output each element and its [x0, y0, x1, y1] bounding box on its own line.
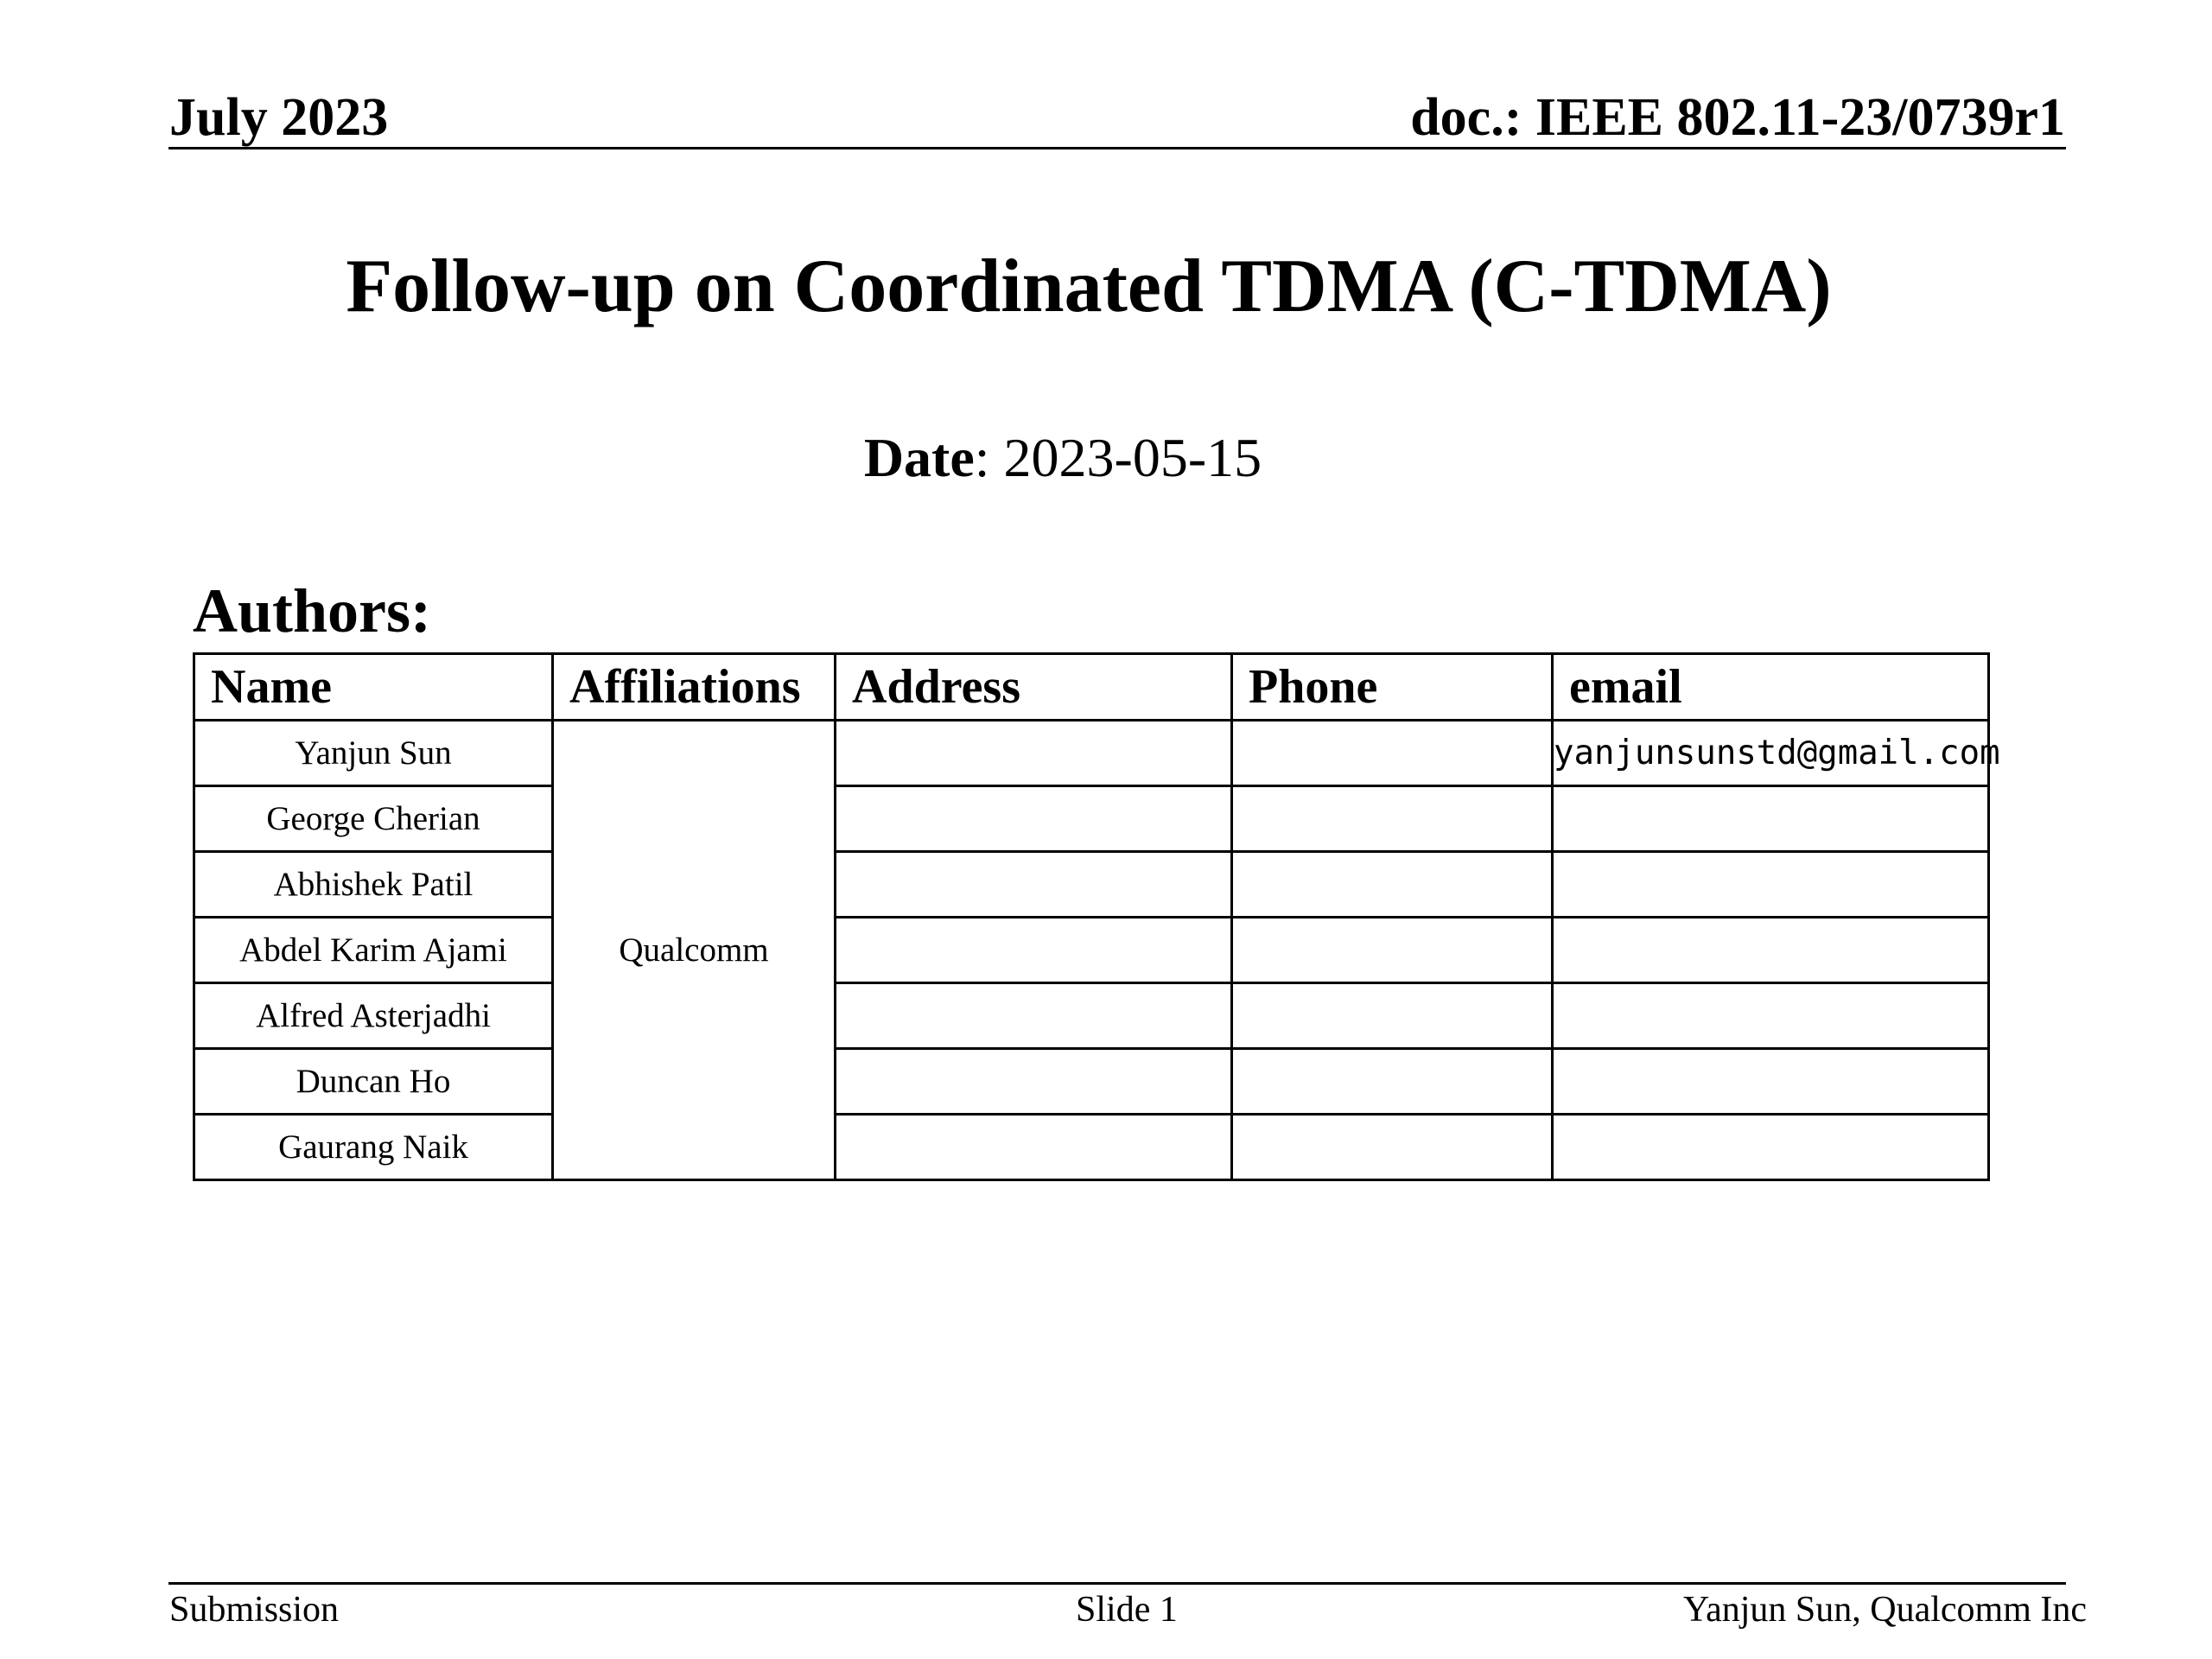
footer-author: Yanjun Sun, Qualcomm Inc	[1682, 1590, 2087, 1630]
date-label: Date	[863, 427, 975, 488]
author-email	[1553, 1049, 1989, 1115]
author-phone	[1232, 1049, 1553, 1115]
author-name: Gaurang Naik	[194, 1115, 553, 1180]
author-address	[836, 786, 1232, 852]
author-phone	[1232, 852, 1553, 918]
author-address	[836, 918, 1232, 983]
author-address	[836, 983, 1232, 1049]
author-phone	[1232, 918, 1553, 983]
author-phone	[1232, 721, 1553, 786]
column-header-name: Name	[194, 654, 553, 721]
author-email	[1553, 852, 1989, 918]
table-row	[194, 1049, 1989, 1115]
author-name: Duncan Ho	[194, 1049, 553, 1115]
author-phone	[1232, 983, 1553, 1049]
table-row	[194, 786, 1989, 852]
table-row	[194, 918, 1989, 983]
header-date: July 2023	[169, 88, 389, 147]
author-address	[836, 852, 1232, 918]
table-row	[194, 983, 1989, 1049]
authors-table	[193, 652, 2000, 1181]
table-row	[194, 1115, 1989, 1180]
footer-slide-number: Slide 1	[1076, 1590, 1178, 1630]
author-address	[836, 1115, 1232, 1180]
header-doc-id: doc.: IEEE 802.11-23/0739r1	[1410, 88, 2065, 147]
author-address	[836, 721, 1232, 786]
author-phone	[1232, 786, 1553, 852]
author-name: Alfred Asterjadhi	[194, 983, 553, 1049]
header-divider	[168, 147, 2066, 149]
slide-title: Follow-up on Coordinated TDMA (C-TDMA)	[346, 245, 1832, 328]
date-line	[0, 425, 2126, 491]
author-name: George Cherian	[194, 786, 553, 852]
footer-submission: Submission	[169, 1590, 340, 1630]
author-email	[1553, 1115, 1989, 1180]
column-header-email: email	[1553, 654, 1989, 721]
author-address	[836, 1049, 1232, 1115]
author-email	[1553, 786, 1989, 852]
date-value: : 2023-05-15	[974, 427, 1262, 488]
author-affiliation: Qualcomm	[553, 721, 836, 1180]
author-email: yanjunsunstd@gmail.com	[1553, 721, 1989, 786]
author-name: Abhishek Patil	[194, 852, 553, 918]
column-header-phone: Phone	[1232, 654, 1553, 721]
author-name: Abdel Karim Ajami	[194, 918, 553, 983]
table-row	[194, 721, 1989, 786]
footer-divider	[168, 1582, 2066, 1585]
authors-heading: Authors:	[193, 576, 432, 645]
column-header-address: Address	[836, 654, 1232, 721]
table-row	[194, 852, 1989, 918]
author-name: Yanjun Sun	[194, 721, 553, 786]
table-header-row	[194, 654, 1989, 721]
author-phone	[1232, 1115, 1553, 1180]
column-header-affiliations: Affiliations	[553, 654, 836, 721]
author-email	[1553, 983, 1989, 1049]
author-email	[1553, 918, 1989, 983]
